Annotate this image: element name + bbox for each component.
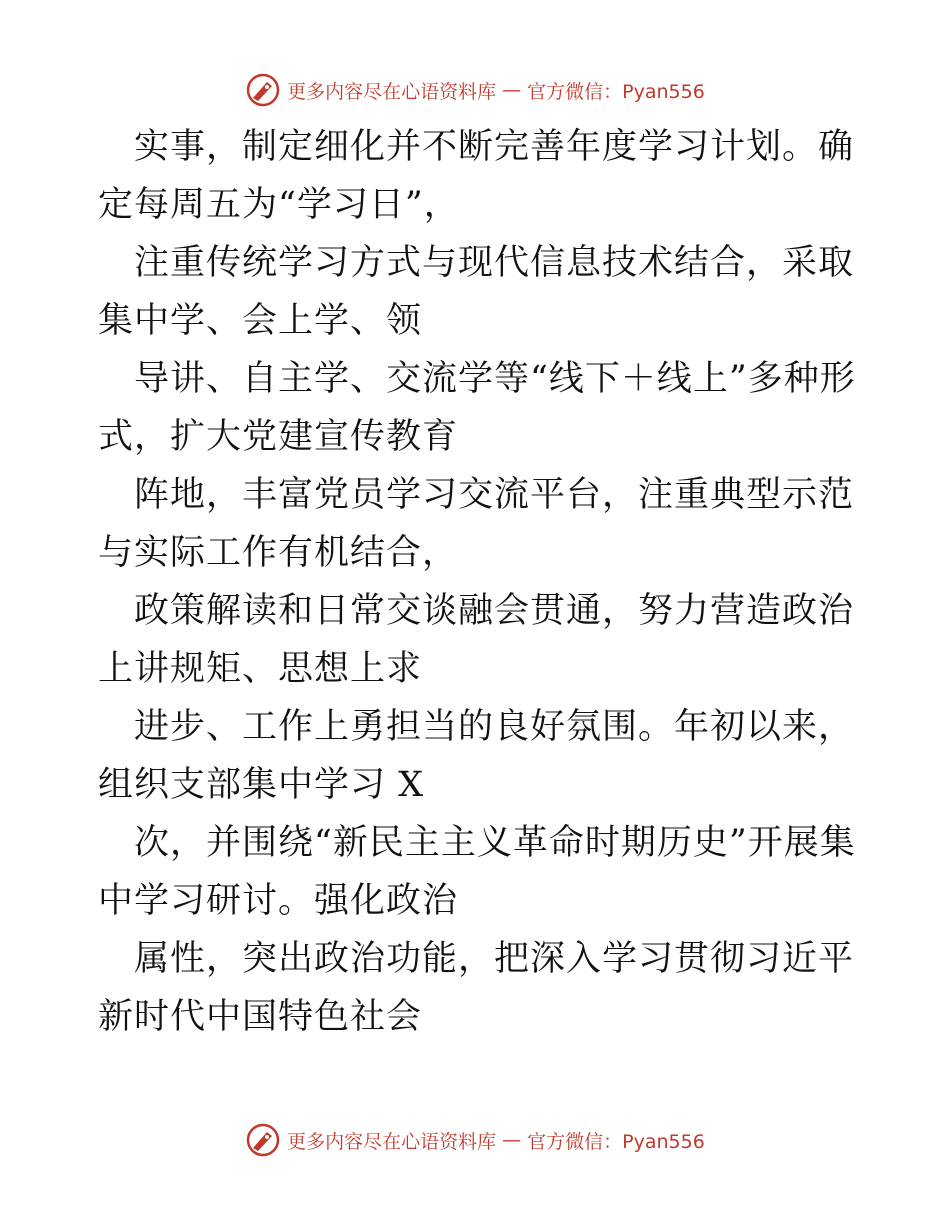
banner-separator: — [502, 1129, 522, 1151]
footer-banner [0, 1120, 950, 1160]
banner-wechat: 官方微信：Pyan556 [527, 80, 705, 103]
document-body [98, 118, 858, 1046]
paragraph: 实事，制定细化并不断完善年度学习计划。确定每周五为“学习日”， [98, 127, 855, 225]
paragraph: 阵地，丰富党员学习交流平台，注重典型示范与实际工作有机结合， [98, 475, 855, 573]
header-banner [0, 70, 950, 110]
pen-nib-logo-icon [245, 72, 281, 108]
paragraph: 政策解读和日常交谈融会贯通，努力营造政治上讲规矩、思想上求 [98, 591, 855, 689]
paragraph: 次，并围绕“新民主主义革命时期历史”开展集中学习研讨。强化政治 [98, 823, 856, 921]
paragraph: 进步、工作上勇担当的良好氛围。年初以来，组织支部集中学习 X [98, 707, 855, 805]
pen-nib-logo-icon [245, 1122, 281, 1158]
banner-text: 更多内容尽在心语资料库 [287, 80, 497, 103]
paragraph: 导讲、自主学、交流学等“线下＋线上”多种形式，扩大党建宣传教育 [98, 359, 856, 457]
banner-wechat: 官方微信：Pyan556 [527, 1130, 705, 1153]
paragraph: 注重传统学习方式与现代信息技术结合，采取集中学、会上学、领 [98, 243, 855, 341]
banner-separator: — [502, 79, 522, 101]
banner-text: 更多内容尽在心语资料库 [287, 1130, 497, 1153]
paragraph: 属性，突出政治功能，把深入学习贯彻习近平新时代中国特色社会 [98, 939, 855, 1037]
